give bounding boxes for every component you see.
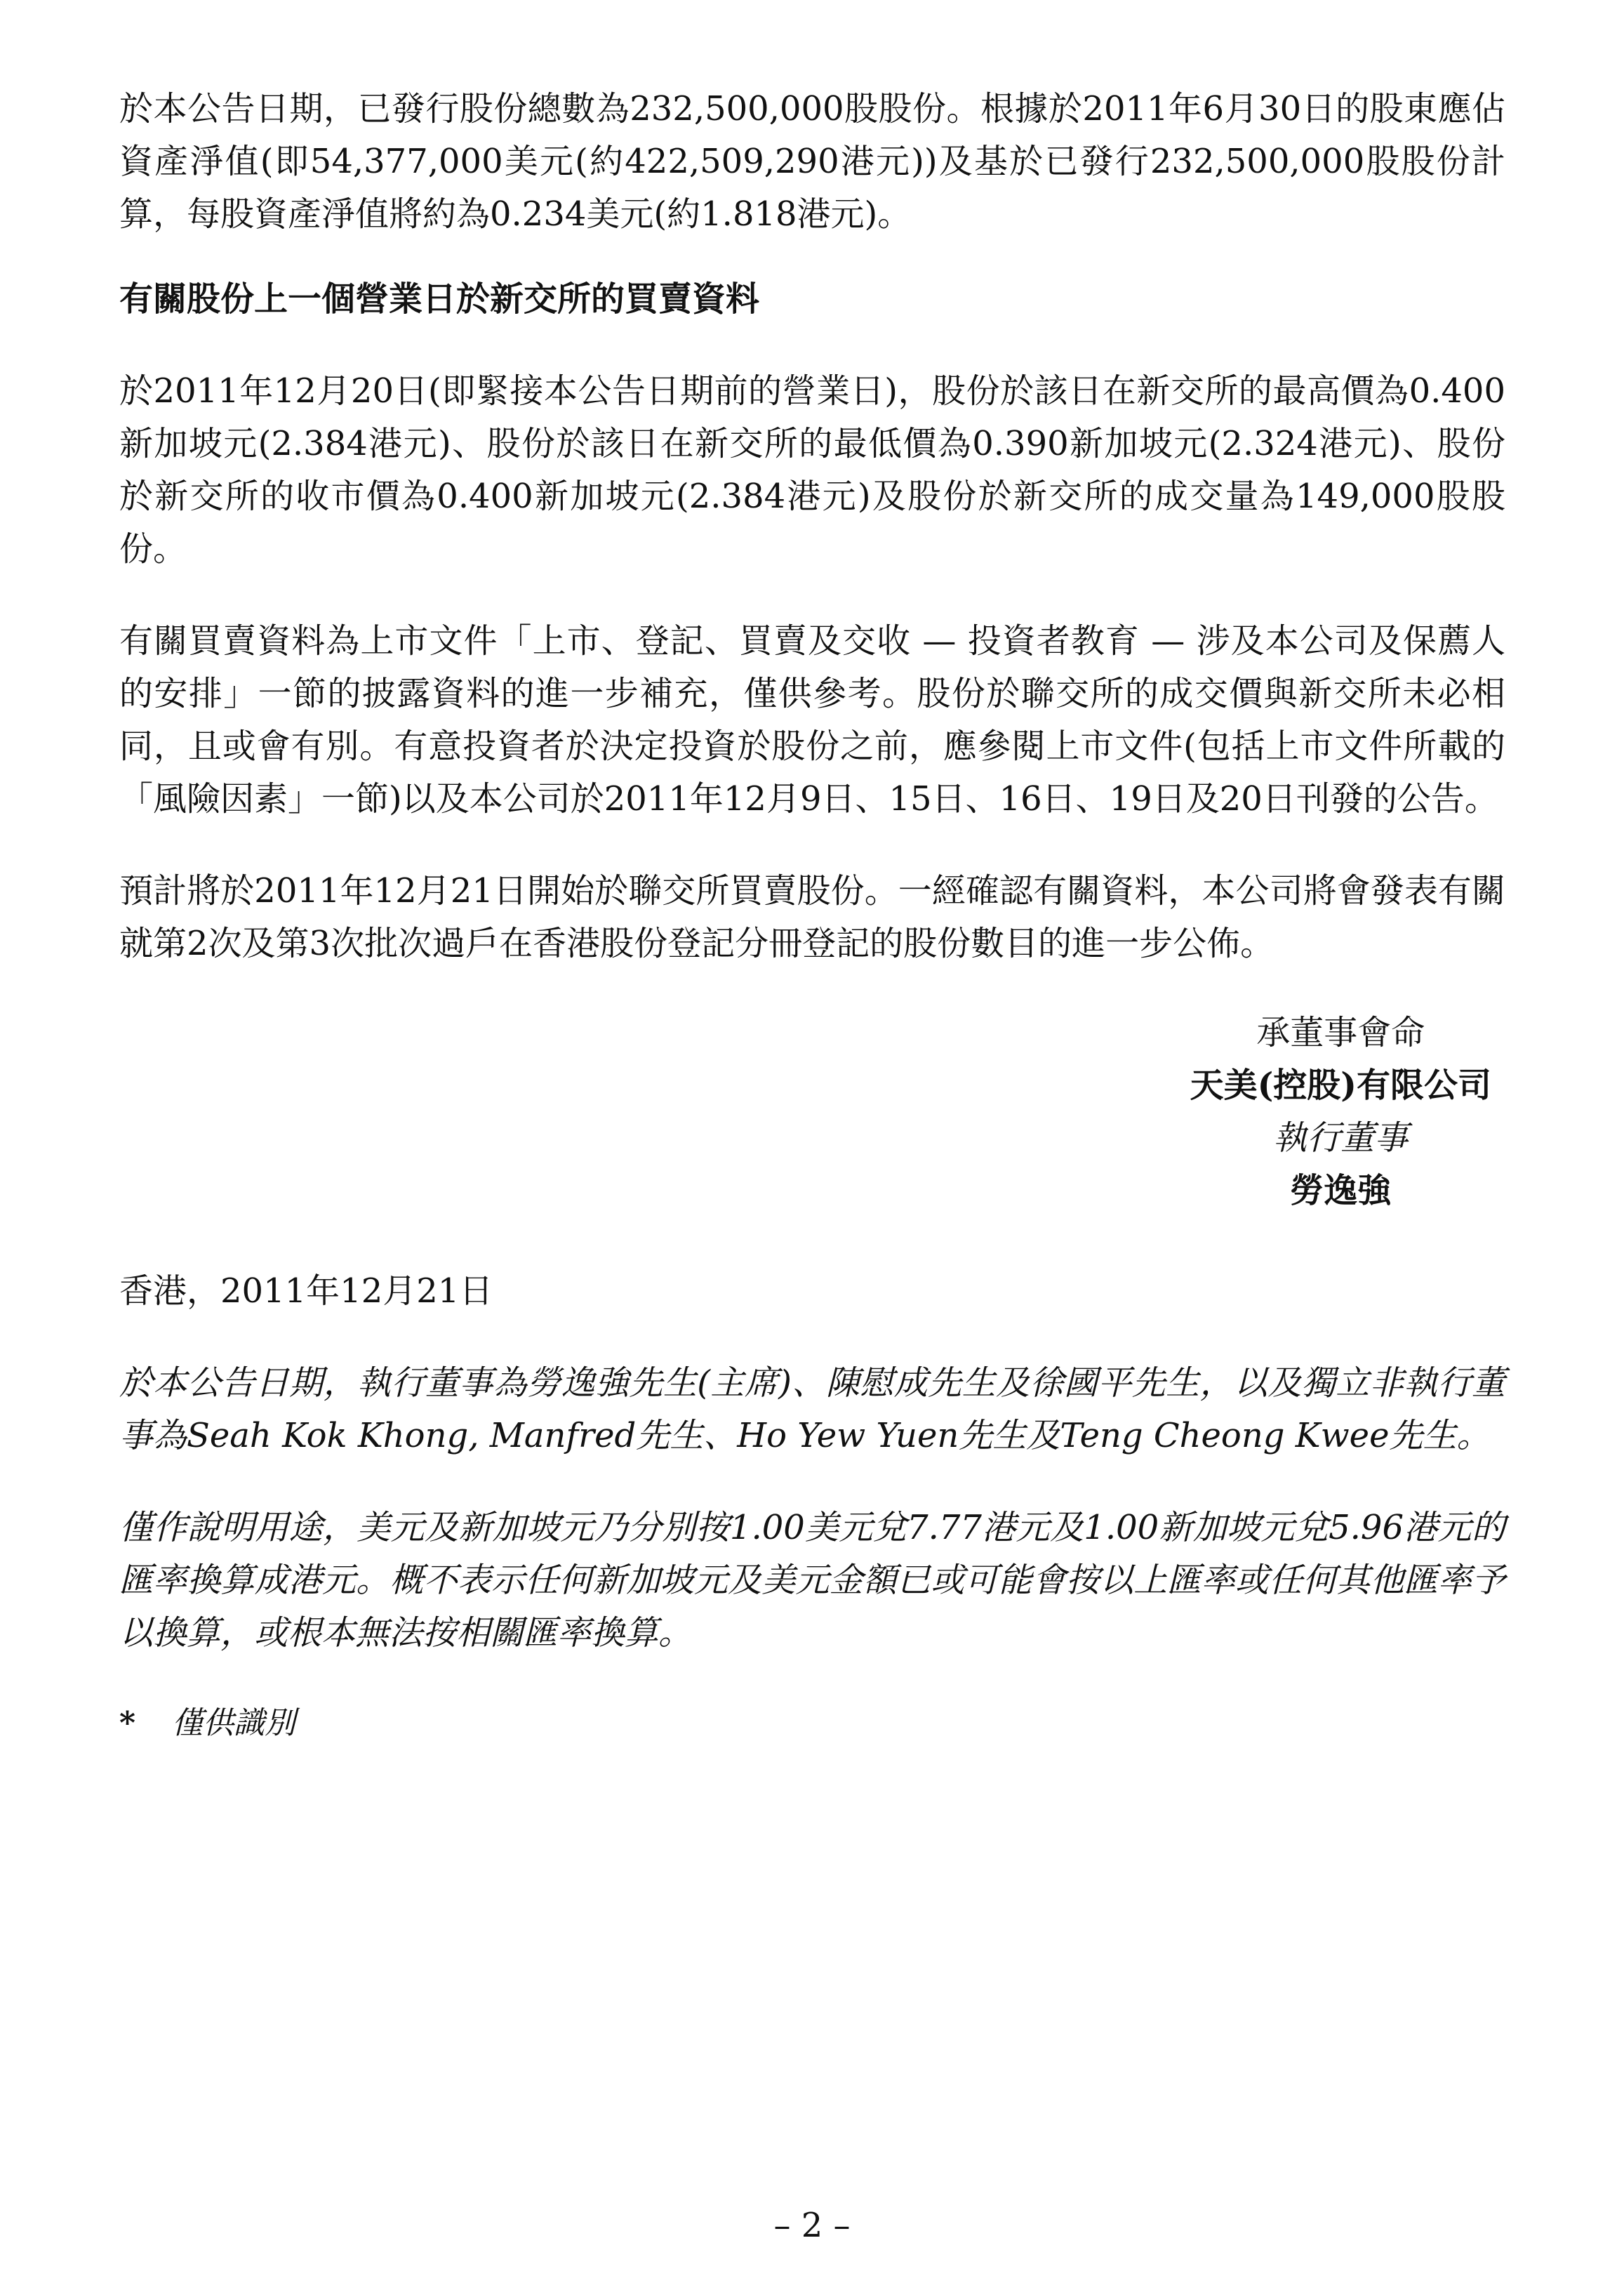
company-name: 天美(控股)有限公司	[1190, 1066, 1491, 1105]
document-page	[119, 83, 1505, 1748]
page-number: – 2 –	[773, 2206, 851, 2245]
signatory-title: 執行董事	[1273, 1118, 1409, 1158]
expected-trading-paragraph: 預計將於2011年12月21日開始於聯交所買賣股份。一經確認有關資料，本公司將會發表有關就第2次及第3次批次過戶在香港股份登記分冊登記的股份數目的進一步公佈。	[119, 871, 1505, 963]
footnote	[119, 1699, 1505, 1748]
trading-info-heading: 有關股份上一個營業日於新交所的買賣資料	[119, 279, 760, 319]
place-date: 香港，2011年12月21日	[119, 1271, 493, 1311]
exchange-rate-note: 僅作說明用途，美元及新加坡元乃分別按1.00美元兌7.77港元及1.00新加坡元兌5.96港元的匯率換算成港元。概不表示任何新加坡元及美元金額已或可能會按以上匯率或任何其他匯率予以換算，或根本無法按相關匯率換算。	[119, 1508, 1505, 1653]
footnote-mark: *	[119, 1705, 136, 1741]
signature-block	[119, 1007, 1505, 1217]
directors-note: 於本公告日期，執行董事為勞逸強先生(主席)、陳慰成先生及徐國平先生，以及獨立非執行董事為Seah Kok Khong, Manfred先生、Ho Yew Yuen先生及Teng Cheong Kwee先生。	[119, 1363, 1505, 1455]
shares-nav-paragraph: 於本公告日期，已發行股份總數為232,500,000股股份。根據於2011年6月30日的股東應佔資產淨值(即54,377,000美元(約422,509,290港元))及基於已發行232,500,000股股份計算，每股資產淨值將約為0.234美元(約1.818港元)。	[119, 89, 1505, 234]
signatory-name: 勞逸強	[1290, 1171, 1392, 1210]
by-order-line: 承董事會命	[1256, 1013, 1425, 1052]
supplement-paragraph: 有關買賣資料為上市文件「上市、登記、買賣及交收 — 投資者教育 — 涉及本公司及保薦人的安排」一節的披露資料的進一步補充，僅供參考。股份於聯交所的成交價與新交所未必相同，且或會有別。有意投資者於決定投資於股份之前，應參閱上市文件(包括上市文件所載的「風險因素」一節)以及本公司於2011年12月9日、15日、16日、19日及20日刊發的公告。	[119, 621, 1505, 819]
trading-info-paragraph: 於2011年12月20日(即緊接本公告日期前的營業日)，股份於該日在新交所的最高價為0.400新加坡元(2.384港元)、股份於該日在新交所的最低價為0.390新加坡元(2.324港元)、股份於新交所的收市價為0.400新加坡元(2.384港元)及股份於新交所的成交量為149,000股股份。	[119, 371, 1505, 569]
footnote-text: 僅供識別	[172, 1705, 296, 1741]
